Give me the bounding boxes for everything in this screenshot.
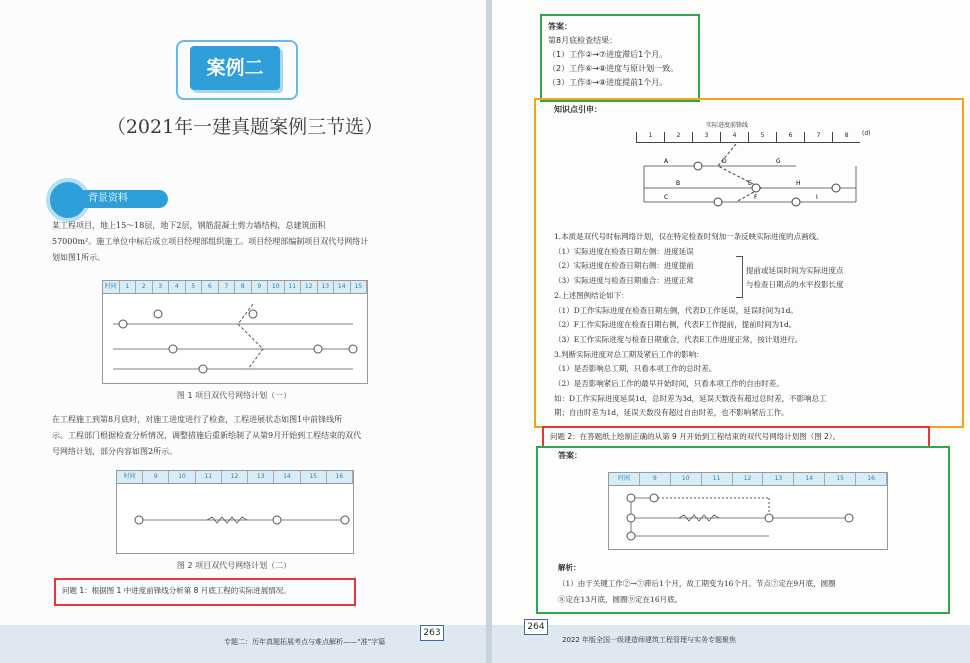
diagram-tick: 8 xyxy=(832,132,860,142)
fig3-header-cell: 时间 xyxy=(609,473,640,485)
case-title: 案例二 xyxy=(190,46,280,90)
background-label: 背景资料 xyxy=(76,190,168,208)
fig3-header-cell: 11 xyxy=(702,473,733,485)
left-footer xyxy=(0,625,486,663)
question-1: 问题 1：根据图 1 中进度前锋线分析第 8 月底工程的实际进展情况。 xyxy=(62,586,291,595)
diagram-label: B xyxy=(676,180,681,187)
background-paragraph xyxy=(52,218,442,266)
figure-2-answer xyxy=(608,472,888,550)
analysis xyxy=(558,560,942,608)
fig1-header-cell: 时间 xyxy=(103,281,120,293)
diagram-label: A xyxy=(664,158,669,165)
diagram-tick: 1 xyxy=(636,132,664,142)
fig1-header-cell: 5 xyxy=(186,281,203,293)
fig2-header-cell: 15 xyxy=(301,471,327,483)
analysis-line: ⑧定在13月底，圆圈⑨定在16月底。 xyxy=(558,595,683,604)
fig1-header-cell: 7 xyxy=(219,281,236,293)
knowledge-line: （1）D工作实际进度在检查日期左侧，代表D工作延误，延误时间为1d。 xyxy=(554,305,798,315)
fig1-header-cell: 12 xyxy=(301,281,318,293)
fig2-header-cell: 11 xyxy=(196,471,222,483)
diagram-time-axis xyxy=(636,132,860,143)
fig1-header-cell: 14 xyxy=(334,281,351,293)
fig1-header-cell: 1 xyxy=(120,281,137,293)
fig1-header-cell: 2 xyxy=(136,281,153,293)
diagram-tick: 7 xyxy=(804,132,832,142)
diagram-tick: 2 xyxy=(664,132,692,142)
diagram-tick: 5 xyxy=(748,132,776,142)
knowledge-line: （1）是否影响总工期，只看本项工作的总时差。 xyxy=(554,364,717,374)
fig1-header-cell: 10 xyxy=(268,281,285,293)
fig3-header-cell: 12 xyxy=(733,473,764,485)
fig2-header-cell: 16 xyxy=(327,471,353,483)
diagram-label: H xyxy=(796,180,801,187)
right-page xyxy=(492,0,970,663)
fig1-header-cell: 9 xyxy=(252,281,269,293)
text-line: 57000m²。施工单位中标后成立项目经理部组织施工。项目经理部编制项目双代号网络计 xyxy=(52,237,369,246)
answer-2-heading: 答案： xyxy=(558,451,582,460)
diagram-label: G xyxy=(776,158,781,165)
left-footer-text: 专题二：历年真题拓展考点与难点解析——“准”字篇 xyxy=(224,638,386,646)
figure-2-network xyxy=(117,484,353,553)
right-page-number: 264 xyxy=(524,619,548,635)
fig3-header-cell: 15 xyxy=(825,473,856,485)
diagram-unit: (d) xyxy=(862,130,871,137)
text-line: 划如图1所示。 xyxy=(52,253,106,262)
diagram-tick: 3 xyxy=(692,132,720,142)
knowledge-line: 3.判断实际进度对总工期及紧后工作的影响： xyxy=(554,349,704,359)
fig1-header-cell: 4 xyxy=(169,281,186,293)
figure-2-answer-time-header xyxy=(609,473,887,486)
knowledge-line: （2）是否影响紧后工作的最早开始时间，只看本项工作的自由时差。 xyxy=(554,379,784,389)
fig3-header-cell: 13 xyxy=(763,473,794,485)
knowledge-line: （1）实际进度在检查日期左侧：进度延误 xyxy=(554,246,694,256)
answer-1-heading: 答案： xyxy=(548,22,572,31)
diagram-tick: 4 xyxy=(720,132,748,142)
knowledge-text xyxy=(554,230,954,421)
knowledge-line: （3）实际进度与检查日期重合：进度正常 xyxy=(554,276,694,286)
figure-2 xyxy=(116,470,354,554)
fig2-header-cell: 14 xyxy=(274,471,300,483)
fig3-header-cell: 10 xyxy=(671,473,702,485)
text-line: 在工程施工到第8月底时，对施工进度进行了检查，工程进展状态如图1中前锋线所 xyxy=(52,415,343,424)
knowledge-line: 期；自由时差为1d，延误天数没有超过自由时差，也不影响紧后工作。 xyxy=(554,408,789,418)
brace-note xyxy=(746,264,844,292)
question-2: 问题 2：在答题纸上绘制正确的从第 9 月开始到工程结束的双代号网络计划图（图 2）。 xyxy=(550,432,841,441)
knowledge-line: 1.本质是双代号时标网络计划，仅在特定检查时刻加一条反映实际进度的点画线。 xyxy=(554,232,824,241)
text-line: 某工程项目，地上15～18层，地下2层，钢筋混凝土剪力墙结构，总建筑面积 xyxy=(52,221,326,230)
figure-2-answer-network xyxy=(609,486,887,549)
knowledge-diagram xyxy=(636,122,876,226)
fig1-header-cell: 13 xyxy=(318,281,335,293)
knowledge-heading: 知识点引申： xyxy=(554,105,602,114)
answer-line: （1）工作②→⑦进度滞后1个月。 xyxy=(548,50,668,59)
fig1-header-cell: 3 xyxy=(153,281,170,293)
figure-1-caption: 图 1 项目双代号网络计划（一） xyxy=(176,391,292,400)
inspection-paragraph xyxy=(52,412,442,460)
knowledge-line: （2）F工作实际进度在检查日期右侧，代表F工作提前，提前时间为1d。 xyxy=(554,320,797,330)
diagram-label: F xyxy=(754,194,758,201)
answer-line: 第8月底检查结果： xyxy=(548,36,618,45)
fig3-header-cell: 16 xyxy=(856,473,887,485)
brace-note-line: 提前或延误时间为实际进度点 xyxy=(746,266,844,275)
fig3-header-cell: 14 xyxy=(794,473,825,485)
question-1-box xyxy=(54,578,356,606)
diagram-label: D xyxy=(722,158,727,165)
brace-note-line: 与检查日期点的水平投影长度 xyxy=(746,280,844,289)
main-title: （2021年一建真题案例三节选） xyxy=(106,116,384,138)
fig2-header-cell: 10 xyxy=(169,471,195,483)
fig2-header-cell: 13 xyxy=(248,471,274,483)
answer-line: （2）工作⑥→⑧进度与原计划一致。 xyxy=(548,64,679,73)
figure-2-caption: 图 2 项目双代号网络计划（二） xyxy=(176,561,292,570)
fig2-header-cell: 时间 xyxy=(117,471,143,483)
fig3-header-cell: 9 xyxy=(640,473,671,485)
fig2-header-cell: 9 xyxy=(143,471,169,483)
text-line: 号网络计划，部分内容如图2所示。 xyxy=(52,447,178,456)
question-2-box xyxy=(542,426,930,448)
figure-2-time-header xyxy=(117,471,353,484)
analysis-line: （1）由于关键工作②→⑦滞后1个月，故工期变为16个月。节点⑦定在9月底，圆圈 xyxy=(558,579,836,588)
diagram-network xyxy=(636,144,876,224)
figure-1-time-header xyxy=(103,281,367,294)
knowledge-line: （2）实际进度在检查日期右侧：进度提前 xyxy=(554,261,694,271)
brace xyxy=(736,256,743,298)
diagram-label: E xyxy=(748,180,752,187)
diagram-tick: 6 xyxy=(776,132,804,142)
left-page-number: 263 xyxy=(420,625,444,641)
knowledge-line: 如：D工作实际进度延误1d，总时差为3d，延误天数没有超过总时差，不影响总工 xyxy=(554,393,827,403)
answer-2-box xyxy=(536,446,950,614)
knowledge-box xyxy=(534,98,964,428)
right-footer-text: 2022 年版全国一级建造师建筑工程管理与实务专题聚焦 xyxy=(562,636,737,644)
right-footer xyxy=(492,622,970,663)
text-line: 示。工程部门根据检查分析情况，调整措施后重新绘制了从第9月开始到工程结束的双代 xyxy=(52,431,362,440)
figure-1 xyxy=(102,280,368,384)
fig1-header-cell: 15 xyxy=(351,281,368,293)
answer-line: （3）工作⑤→⑧进度提前1个月。 xyxy=(548,78,668,87)
diagram-label: I xyxy=(816,194,818,201)
fig1-header-cell: 8 xyxy=(235,281,252,293)
fig2-header-cell: 12 xyxy=(222,471,248,483)
fig1-header-cell: 6 xyxy=(202,281,219,293)
knowledge-line: 2.上述图例结论如下： xyxy=(554,290,629,300)
answer-1-box xyxy=(540,14,700,102)
diagram-title: 实际进度前锋线 xyxy=(706,122,749,129)
figure-1-network xyxy=(103,294,367,383)
analysis-heading: 解析： xyxy=(558,563,581,572)
knowledge-line: （3）E工作实际进度与检查日期重合，代表E工作进度正常，按计划进行。 xyxy=(554,334,803,344)
fig1-header-cell: 11 xyxy=(285,281,302,293)
diagram-label: C xyxy=(664,194,669,201)
